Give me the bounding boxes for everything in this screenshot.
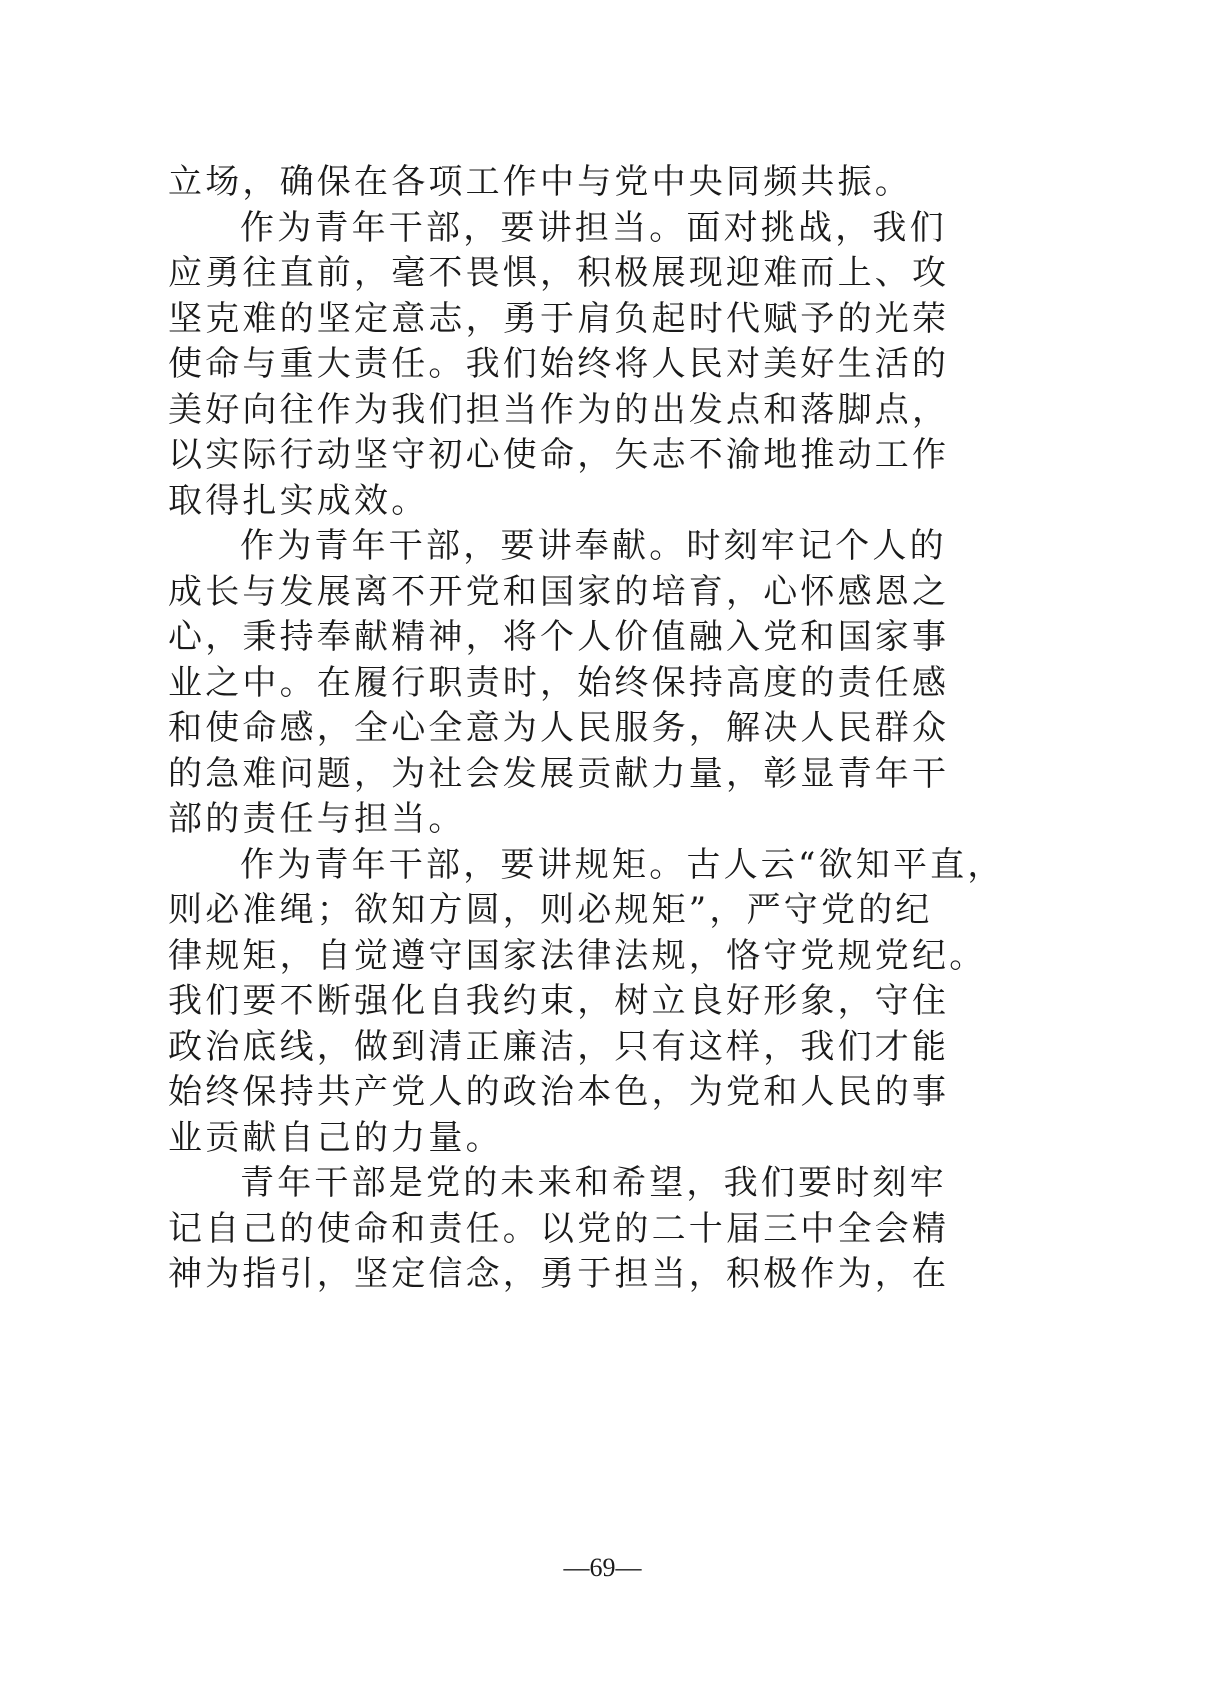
text-line: 律规矩，自觉遵守国家法律法规，恪守党规党纪。 [168, 935, 987, 976]
paragraph-first-line: 作为青年干部，要讲担当。面对挑战，我们 [240, 207, 947, 248]
text-line: 成长与发展离不开党和国家的培育，心怀感恩之 [168, 571, 950, 612]
text-line: 部的责任与担当。 [168, 799, 466, 839]
text-line: 立场，确保在各项工作中与党中央同频共振。 [168, 162, 912, 202]
text-line: 取得扎实成效。 [168, 480, 429, 521]
text-line: 业贡献自己的力量。 [168, 1117, 503, 1158]
paragraph-first-line: 作为青年干部，要讲奉献。时刻牢记个人的 [240, 526, 947, 566]
text-line: 美好向往作为我们担当作为的出发点和落脚点， [168, 389, 950, 430]
text-line: 以实际行动坚守初心使命，矢志不渝地推动工作 [168, 435, 950, 475]
text-line: 则必准绳；欲知方圆，则必规矩”，严守党的纪 [168, 890, 933, 930]
text-line: 记自己的使命和责任。以党的二十届三中全会精 [168, 1208, 950, 1249]
text-line: 和使命感，全心全意为人民服务，解决人民群众 [168, 708, 950, 748]
text-line: 始终保持共产党人的政治本色，为党和人民的事 [168, 1072, 950, 1112]
text-line: 应勇往直前，毫不畏惧，积极展现迎难而上、攻 [168, 253, 950, 293]
text-line: 神为指引，坚定信念，勇于担当，积极作为，在 [168, 1254, 950, 1294]
text-line: 的急难问题，为社会发展贡献力量，彰显青年干 [168, 753, 950, 794]
paragraph-first-line: 青年干部是党的未来和希望，我们要时刻牢 [240, 1163, 947, 1203]
text-line: 心，秉持奉献精神，将个人价值融入党和国家事 [168, 617, 950, 657]
text-line: 我们要不断强化自我约束，树立良好形象，守住 [168, 981, 950, 1021]
text-line: 政治底线，做到清正廉洁，只有这样，我们才能 [168, 1026, 950, 1067]
text-line: 使命与重大责任。我们始终将人民对美好生活的 [168, 344, 950, 384]
text-line: 坚克难的坚定意志，勇于肩负起时代赋予的光荣 [168, 298, 950, 339]
document-body [168, 160, 1005, 1298]
text-line: 业之中。在履行职责时，始终保持高度的责任感 [168, 662, 950, 703]
paragraph-first-line: 作为青年干部，要讲规矩。古人云“欲知平直， [240, 844, 1005, 885]
page-number: —69— [563, 1553, 642, 1582]
